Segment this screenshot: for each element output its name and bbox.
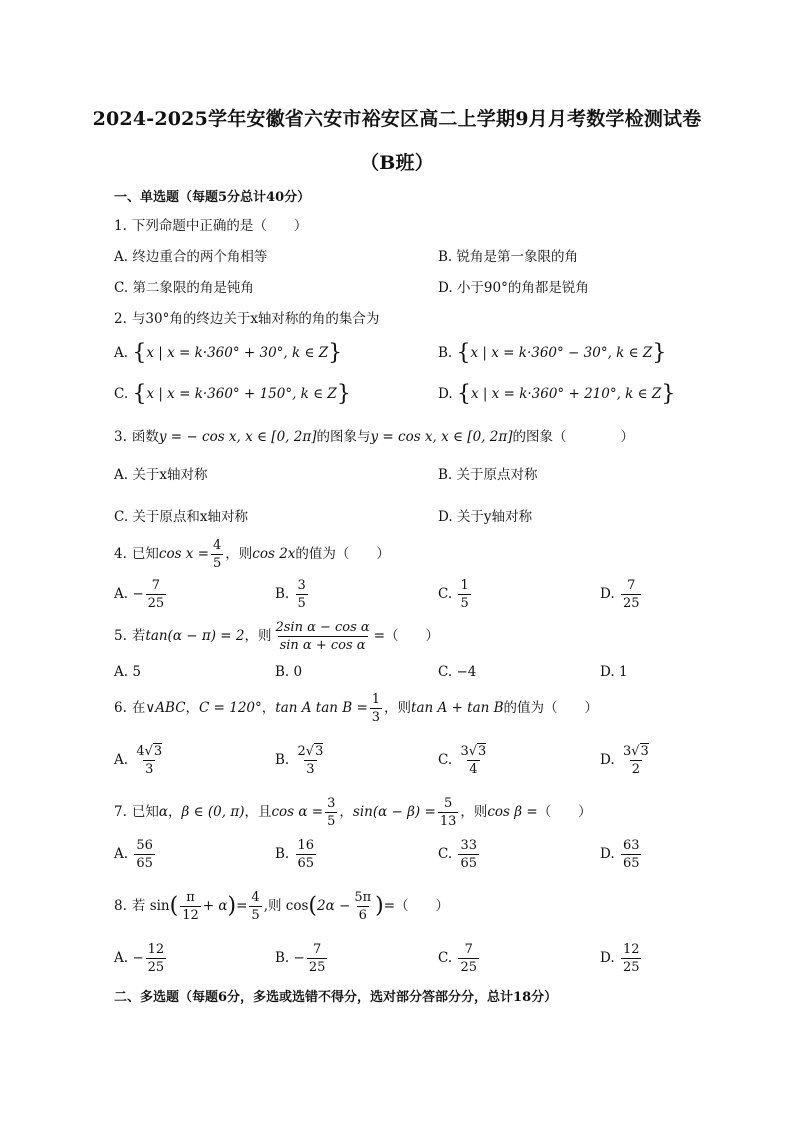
question-2-stem [114, 309, 379, 329]
option-label: D. [600, 752, 615, 768]
question-1-stem [114, 216, 307, 236]
question-number: 3. [114, 429, 127, 445]
question-2-option-c: C. {x | x = k·360° + 150°, k ∈ Z} [114, 381, 351, 407]
option-label: D. [600, 664, 615, 680]
question-3-stem [114, 427, 634, 447]
question-text: 已知 [131, 546, 159, 562]
option-label: D. [600, 950, 615, 966]
question-2-option-d: D. {x | x = k·360° + 210°, k ∈ Z} [438, 381, 676, 407]
option-label: A. [114, 586, 129, 602]
option-label: A. [114, 467, 129, 483]
question-1-option-b [438, 247, 578, 267]
fraction: $\frac{33}{65}$ [460, 838, 477, 871]
question-text: ，则 [384, 700, 412, 716]
option-label: C. [114, 386, 129, 402]
question-4-option-c [438, 574, 473, 614]
question-text: 已知 [131, 804, 159, 820]
option-text: x | x = k·360° − 30°, k ∈ Z [470, 345, 653, 361]
question-number: 1. [114, 218, 127, 234]
fraction: $\frac{1}{3}$ [371, 692, 381, 725]
question-text: ，则 [460, 804, 488, 820]
question-5-option-b [275, 662, 302, 682]
question-text: 下列命题中正确的是（ ） [131, 218, 308, 234]
option-text: 关于x轴对称 [132, 467, 208, 483]
option-label: B. [438, 249, 453, 265]
formula: = [236, 898, 248, 914]
formula: cos [285, 898, 309, 914]
question-5-stem [114, 616, 439, 656]
fraction: $\frac{3}{5}$ [327, 796, 336, 829]
question-text: ， [261, 700, 276, 716]
option-label: A. [114, 846, 129, 862]
formula: tan A + tan B [411, 700, 504, 716]
fraction: $\frac{\pi}{12}$ [182, 890, 199, 923]
sign: − [132, 586, 144, 602]
section-heading-multiple-choice: 二、多选题（每题6分，多选或选错不得分，选对部分答部分分，总计18分） [114, 990, 558, 1005]
question-5-option-a [114, 662, 141, 682]
question-3-option-c [114, 507, 248, 527]
option-text: 1 [618, 664, 628, 680]
option-label: D. [600, 586, 615, 602]
question-6-option-d [600, 740, 653, 780]
question-6-option-c [438, 740, 490, 780]
question-text: 的值为（ ） [295, 546, 390, 562]
formula: tan(α − π) = 2 [145, 628, 245, 644]
fraction: $\frac{4√3}{3}$ [136, 744, 163, 777]
formula: y = cos x, x ∈ [0, 2π] [370, 429, 513, 445]
formula: y = − cos x, x ∈ [0, 2π] [158, 429, 317, 445]
question-3-option-a [114, 465, 207, 485]
fraction: $\frac{3√3}{4}$ [460, 744, 487, 777]
question-3-option-d [438, 507, 532, 527]
question-8-option-d [600, 938, 643, 978]
option-label: B. [275, 950, 290, 966]
question-6-stem [114, 688, 598, 728]
question-number: 5. [114, 628, 127, 644]
fraction: $\frac{16}{65}$ [297, 838, 315, 871]
question-4-option-b [275, 574, 310, 614]
formula: cos β = [487, 804, 538, 820]
option-label: C. [438, 586, 453, 602]
option-label: B. [275, 846, 290, 862]
question-text: 函数 [131, 429, 159, 445]
fraction: $\frac{4}{5}$ [213, 538, 222, 571]
formula: cos α = [271, 804, 324, 820]
question-text: （ ） [537, 804, 592, 820]
option-text: 5 [132, 664, 141, 680]
question-number: 8. [114, 898, 127, 914]
option-label: B. [275, 664, 290, 680]
question-1-option-a [114, 247, 267, 267]
fraction: $\frac{7}{25}$ [147, 578, 165, 611]
fraction: $\frac{12}{25}$ [622, 942, 640, 975]
fraction: $\frac{3√3}{2}$ [622, 744, 649, 777]
option-label: B. [275, 752, 290, 768]
question-text: ,则 [263, 898, 282, 914]
question-3-option-b [438, 465, 538, 485]
question-8-option-b [275, 938, 329, 978]
question-text: ，则 [244, 628, 272, 644]
formula: cos 2x [252, 546, 296, 562]
question-text: 的图象与 [316, 429, 371, 445]
option-label: C. [114, 509, 129, 525]
option-text: 0 [293, 664, 303, 680]
option-text: x | x = k·360° + 210°, k ∈ Z [470, 386, 662, 402]
fraction: $\frac{63}{65}$ [622, 838, 640, 871]
fraction: $\frac{7}{25}$ [460, 942, 477, 975]
question-text: ， [339, 804, 353, 820]
question-1-option-d [438, 278, 589, 298]
option-text: 终边重合的两个角相等 [132, 249, 268, 265]
option-label: B. [275, 586, 290, 602]
option-label: D. [600, 846, 615, 862]
option-label: D. [438, 280, 453, 296]
fraction: $\frac{3}{5}$ [297, 578, 306, 611]
question-number: 6. [114, 700, 127, 716]
question-text: 的值为（ ） [503, 700, 599, 716]
question-7-option-d [600, 834, 643, 874]
question-7-option-a [114, 834, 157, 874]
question-8-option-a [114, 938, 168, 978]
option-label: B. [438, 345, 453, 361]
question-6-option-b [275, 740, 327, 780]
question-text: =（ ） [373, 628, 440, 644]
question-8-option-c [438, 938, 481, 978]
option-label: C. [438, 664, 453, 680]
question-6-option-a [114, 740, 166, 780]
fraction: $\frac{4}{5}$ [251, 890, 260, 923]
fraction: $\frac{7}{25}$ [622, 578, 640, 611]
question-text: ， [168, 804, 182, 820]
formula: β ∈ (0, π) [181, 804, 245, 820]
formula: ∨ABC [145, 700, 186, 716]
option-text: 关于y轴对称 [456, 509, 533, 525]
question-5-option-d [600, 662, 628, 682]
option-text: −4 [456, 664, 477, 680]
option-label: A. [114, 249, 129, 265]
question-text: 若 [131, 898, 146, 914]
option-label: B. [438, 467, 453, 483]
question-text: ， [185, 700, 200, 716]
option-label: A. [114, 664, 129, 680]
question-4-option-a [114, 574, 168, 614]
question-text: =（ ） [383, 898, 450, 914]
question-4-stem [114, 534, 390, 574]
option-label: A. [114, 752, 129, 768]
fraction: $\frac{7}{25}$ [308, 942, 326, 975]
option-text: 关于原点和x轴对称 [132, 509, 249, 525]
formula: α [158, 804, 169, 820]
formula: sin [149, 898, 170, 914]
option-text: x | x = k·360° + 30°, k ∈ Z [146, 345, 329, 361]
question-number: 4. [114, 546, 127, 562]
option-text: 第二象限的角是钝角 [132, 280, 254, 296]
page-subtitle: （B班） [360, 152, 434, 174]
question-number: 7. [114, 804, 127, 820]
fraction: $\frac{1}{5}$ [460, 578, 469, 611]
question-text: ，则 [225, 546, 253, 562]
question-text: 与30°角的终边关于x轴对称的角的集合为 [131, 311, 380, 327]
sign: − [132, 950, 144, 966]
option-text: 关于原点对称 [456, 467, 538, 483]
option-label: C. [438, 950, 453, 966]
sign: − [293, 950, 305, 966]
formula: 2α − [317, 898, 351, 914]
question-8-stem: 8. 若 sin( $\frac{\pi}{12}$ + α)= $\frac{4}{5}$ ,则 cos(2α − $\frac{5\pi}{6}$ )=（ ） [114, 890, 450, 923]
question-text: 的图象（ ） [512, 429, 634, 445]
fraction: $\frac{\text{2sin α − cos α}}{\text{sin α + cos α}}$ [275, 620, 370, 653]
question-2-option-a: A. {x | x = k·360° + 30°, k ∈ Z} [114, 340, 343, 366]
question-1-option-c [114, 278, 254, 298]
formula: C = 120° [199, 700, 262, 716]
formula: tan A tan B = [275, 700, 368, 716]
fraction: $\frac{5}{13}$ [439, 796, 457, 829]
question-text: 在 [131, 700, 146, 716]
question-7-stem [114, 792, 592, 832]
question-7-option-c [438, 834, 481, 874]
question-number: 2. [114, 311, 127, 327]
section-heading-single-choice: 一、单选题（每题5分总计40分） [114, 190, 311, 205]
option-label: C. [438, 752, 453, 768]
question-2-option-b: B. {x | x = k·360° − 30°, k ∈ Z} [438, 340, 667, 366]
question-7-option-b [275, 834, 318, 874]
option-label: A. [114, 950, 129, 966]
fraction: $\frac{56}{65}$ [136, 838, 153, 871]
fraction: $\frac{12}{25}$ [147, 942, 165, 975]
fraction: $\frac{2√3}{3}$ [297, 744, 324, 777]
option-label: D. [438, 386, 453, 402]
formula: sin(α − β) = [352, 804, 436, 820]
question-text: ，且 [244, 804, 272, 820]
fraction: $\frac{5\pi}{6}$ [354, 890, 372, 923]
option-label: D. [438, 509, 453, 525]
option-text: 小于90°的角都是锐角 [456, 280, 589, 296]
option-label: C. [114, 280, 129, 296]
option-label: A. [114, 345, 129, 361]
formula: + α [202, 898, 228, 914]
question-text: 若 [131, 628, 146, 644]
question-5-option-c [438, 662, 476, 682]
question-4-option-d [600, 574, 643, 614]
option-text: x | x = k·360° + 150°, k ∈ Z [146, 386, 337, 402]
option-text: 锐角是第一象限的角 [456, 249, 579, 265]
formula: cos x = [158, 546, 210, 562]
option-label: C. [438, 846, 453, 862]
page-title: 2024-2025学年安徽省六安市裕安区高二上学期9月月考数学检测试卷 [92, 108, 702, 130]
